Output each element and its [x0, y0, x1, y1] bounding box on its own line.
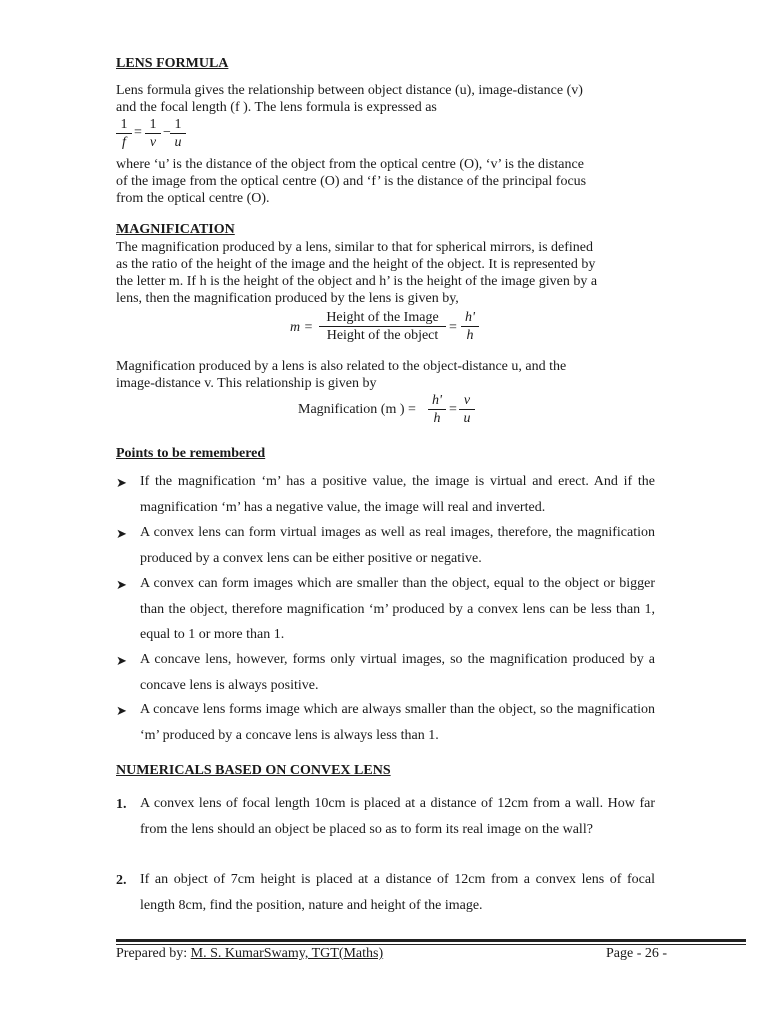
magnification-line-4: lens, then the magnification produced by the lens is given by,	[116, 291, 459, 306]
denominator: Height of the object	[326, 328, 439, 343]
height-ratio-fraction	[319, 309, 446, 344]
numerator: 1	[116, 116, 132, 134]
question-text: If an object of 7cm height is placed at a distance of 12cm from a convex lens of focal length 8cm, find the position, nature and height of the image.	[140, 872, 655, 913]
fraction-1-over-f	[116, 116, 132, 151]
magnification-line-3: the letter m. If h is the height of the object and h’ is the height of the image given by a	[116, 274, 598, 289]
list-item: A concave lens forms image which are always smaller than the object, so the magnification ‘m’ produced by a concave lens is always less than 1.	[140, 702, 655, 743]
denominator: h	[433, 411, 441, 426]
arrowhead-bullet-icon: ➤	[116, 577, 127, 592]
page-number: Page - 26 -	[606, 946, 668, 961]
formula-lhs: m =	[290, 320, 314, 335]
h-prime-over-h-fraction	[428, 392, 446, 427]
lens-formula-where-3: from the optical centre (O).	[116, 191, 270, 206]
magnification-relation-1: Magnification produced by a lens is also related to the object-distance u, and the	[116, 359, 567, 374]
lens-formula-heading: LENS FORMULA	[116, 56, 229, 71]
numerator: v	[459, 392, 475, 410]
list-item: A concave lens, however, forms only virtual images, so the magnification produced by a concave lens is always positive.	[140, 652, 655, 693]
magnification-line-1: The magnification produced by a lens, similar to that for spherical mirrors, is defined	[116, 240, 594, 255]
v-over-u-fraction	[459, 392, 475, 427]
formula-lhs: Magnification (m ) =	[298, 402, 416, 417]
numerator: h'	[461, 309, 479, 327]
author-name: M. S. KumarSwamy, TGT(Maths)	[190, 946, 384, 961]
list-item: If the magnification ‘m’ has a positive value, the image is virtual and erect. And if the magnification ‘m’ has a negative value, the image will real and inverted.	[140, 474, 655, 515]
arrowhead-bullet-icon: ➤	[116, 653, 127, 668]
denominator: u	[174, 135, 182, 150]
fraction-1-over-u	[170, 116, 186, 151]
denominator: h	[466, 328, 474, 343]
denominator: v	[149, 135, 157, 150]
prepared-label: Prepared by:	[116, 946, 188, 961]
equals-sign: =	[134, 125, 142, 140]
numerator: Height of the Image	[319, 309, 446, 327]
fraction-1-over-v	[145, 116, 161, 151]
magnification-heading: MAGNIFICATION	[116, 222, 235, 237]
list-item: A convex lens can form virtual images as well as real images, therefore, the magnification produced by a convex lens can be either positive or negative.	[140, 525, 655, 566]
lens-formula-intro-1: Lens formula gives the relationship between object distance (u), image-distance (v)	[116, 83, 583, 98]
lens-formula-where-1: where ‘u’ is the distance of the object from the optical centre (O), ‘v’ is the distance	[116, 157, 584, 172]
arrowhead-bullet-icon: ➤	[116, 475, 127, 490]
points-heading: Points to be remembered	[116, 446, 266, 461]
denominator: f	[122, 135, 126, 150]
question-text: A convex lens of focal length 10cm is placed at a distance of 12cm from a wall. How far from the lens should an object be placed so as to form its real image on the wall?	[140, 796, 655, 837]
list-item: A convex can form images which are smaller than the object, equal to the object or bigger than the object, therefore magnification ‘m’ produced by a convex lens can be less than 1, equal to 1 or more than 1.	[140, 576, 655, 642]
lens-formula-intro-2: and the focal length (f ). The lens formula is expressed as	[116, 100, 437, 115]
numericals-heading: NUMERICALS BASED ON CONVEX LENS	[116, 763, 391, 778]
equals-sign: =	[449, 402, 457, 417]
h-prime-over-h-fraction	[461, 309, 479, 344]
footer-prepared-by	[116, 946, 383, 962]
arrowhead-bullet-icon: ➤	[116, 703, 127, 718]
footer-rule-thin	[116, 944, 746, 945]
equals-sign: =	[449, 320, 457, 335]
question-number: 1.	[116, 797, 127, 812]
denominator: u	[463, 411, 471, 426]
footer-rule-thick	[116, 939, 746, 942]
question-number: 2.	[116, 873, 127, 888]
numerator: 1	[170, 116, 186, 134]
numerator: h'	[428, 392, 446, 410]
minus-sign: −	[163, 125, 171, 140]
numerator: 1	[145, 116, 161, 134]
magnification-relation-2: image-distance v. This relationship is given by	[116, 376, 377, 391]
magnification-line-2: as the ratio of the height of the image and the height of the object. It is represented by	[116, 257, 596, 272]
lens-formula-where-2: of the image from the optical centre (O) and ‘f’ is the distance of the principal focus	[116, 174, 587, 189]
arrowhead-bullet-icon: ➤	[116, 526, 127, 541]
